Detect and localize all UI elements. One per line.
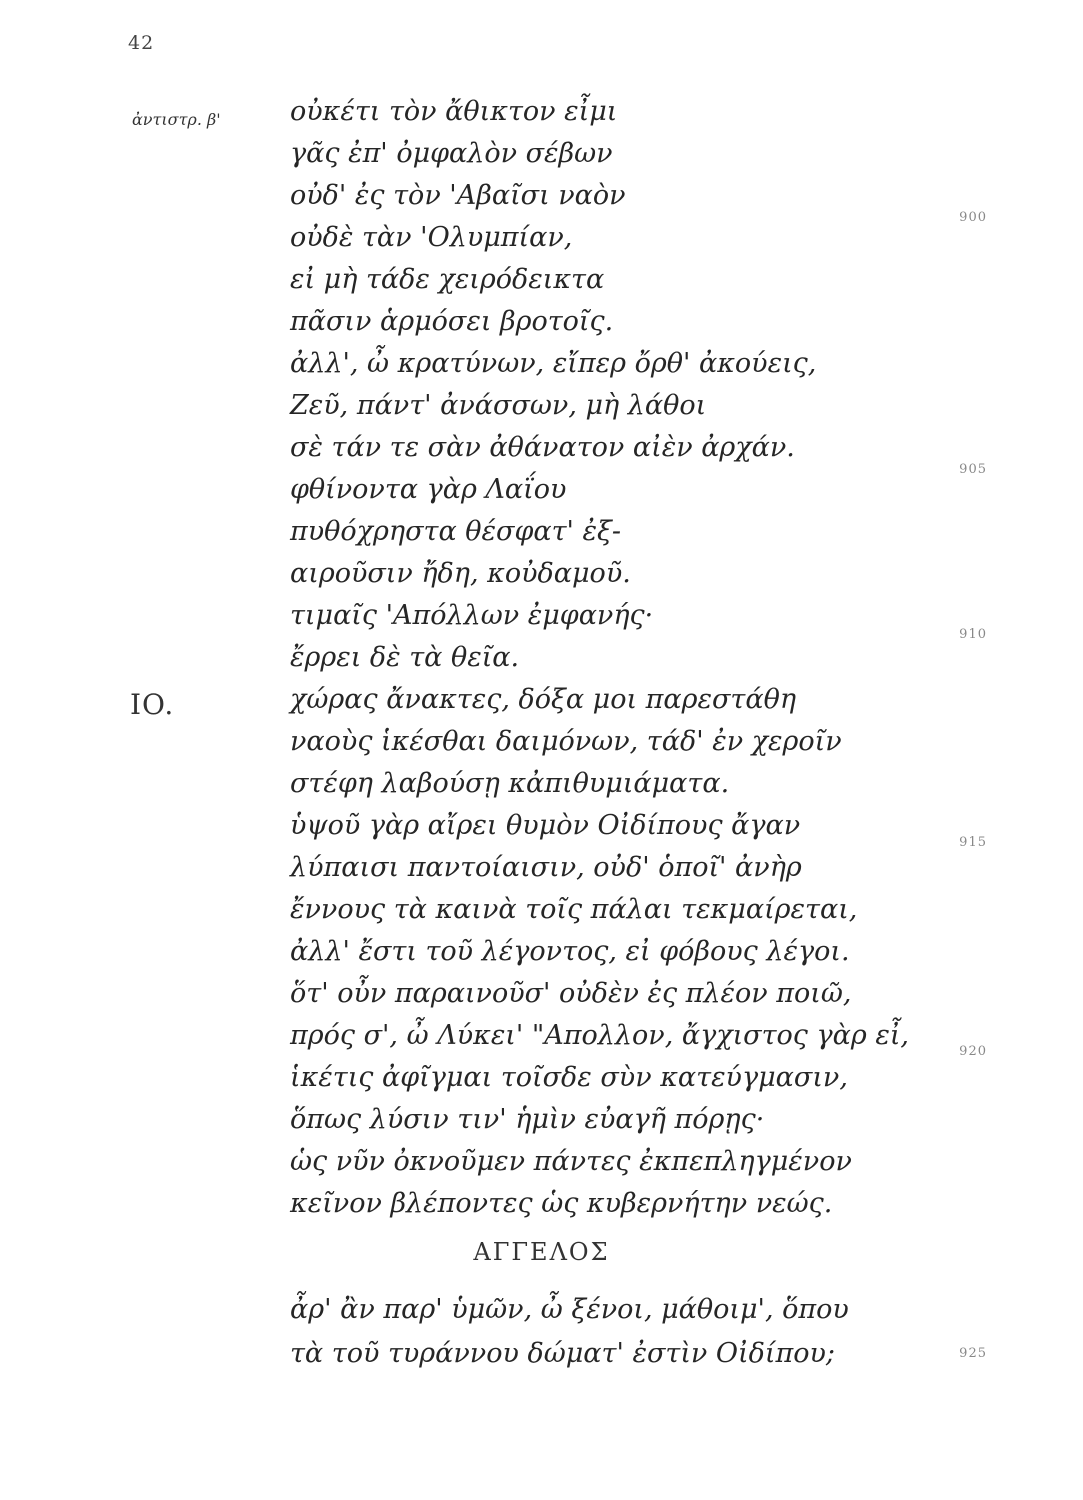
verse-line: φθίνοντα γὰρ Λαΐου	[290, 474, 567, 505]
verse-line: Ζεῦ, πάντ' ἀνάσσων, μὴ λάθοι	[290, 390, 707, 421]
verse-line: ὡς νῦν ὀκνοῦμεν πάντες ἐκπεπληγμένον	[290, 1146, 852, 1177]
line-number: 915	[959, 835, 987, 850]
verse-line: ἀλλ' ἔστι τοῦ λέγοντος, εἰ φόβους λέγοι.	[290, 936, 850, 967]
paragraph-marker: IO.	[130, 688, 175, 721]
verse-line: πυθόχρηστα θέσφατ' ἐξ-	[290, 516, 622, 547]
verse-line: τιμαῖς 'Απόλλων ἐμφανής·	[290, 600, 654, 631]
verse-line: χώρας ἄνακτες, δόξα μοι παρεστάθη	[290, 684, 797, 715]
verse-line: λύπαισι παντοίαισιν, οὐδ' ὁποῖ' ἀνὴρ	[290, 852, 802, 883]
verse-line: εἰ μὴ τάδε χειρόδεικτα	[290, 264, 605, 295]
verse-line: αιροῦσιν ἤδη, κοὐδαμοῦ.	[290, 558, 631, 589]
verse-line: οὐδ' ἐς τὸν 'Αβαῖσι ναὸν	[290, 180, 626, 211]
verse-line: κεῖνον βλέποντες ὡς κυβερνήτην νεώς.	[290, 1188, 833, 1219]
verse-line: στέφη λαβούσῃ κἀπιθυμιάματα.	[290, 768, 730, 799]
verse-line: ὑψοῦ γὰρ αἴρει θυμὸν Οἰδίπους ἄγαν	[290, 810, 801, 841]
verse-line: ὅπως λύσιν τιν' ἡμὶν εὐαγῆ πόρῃς·	[290, 1104, 765, 1135]
line-number: 925	[959, 1346, 987, 1361]
line-number: 905	[959, 462, 987, 477]
verse-line: γᾶς ἐπ' ὀμφαλὸν σέβων	[290, 138, 613, 169]
verse-line: ναοὺς ἱκέσθαι δαιμόνων, τάδ' ἐν χεροῖν	[290, 726, 842, 757]
line-number: 920	[959, 1044, 987, 1059]
verse-line: ἔννους τὰ καινὰ τοῖς πάλαι τεκμαίρεται,	[290, 894, 858, 925]
page-number: 42	[128, 32, 155, 54]
verse-line: πρός σ', ὦ Λύκει' "Απολλον, ἄγχιστος γὰρ εἶ,	[290, 1020, 909, 1051]
verse-line: ἆρ' ἂν παρ' ὑμῶν, ὦ ξένοι, μάθοιμ', ὅπου	[290, 1294, 849, 1325]
speaker-heading: ΑΓΓΕΛΟΣ	[473, 1238, 610, 1266]
verse-line: σὲ τάν τε σὰν ἀθάνατον αἰὲν ἀρχάν.	[290, 432, 795, 463]
verse-line: πᾶσιν ἁρμόσει βροτοῖς.	[290, 306, 614, 337]
verse-line: οὐδὲ τὰν 'Ολυμπίαν,	[290, 222, 573, 253]
verse-line: ἱκέτις ἀφῖγμαι τοῖσδε σὺν κατεύγμασιν,	[290, 1062, 848, 1093]
section-label: ἀντιστρ. β'	[132, 110, 221, 129]
verse-line: ἀλλ', ὦ κρατύνων, εἴπερ ὄρθ' ἀκούεις,	[290, 348, 817, 379]
verse-line: τὰ τοῦ τυράννου δώματ' ἐστὶν Οἰδίπου;	[290, 1338, 835, 1369]
line-number: 900	[959, 210, 987, 225]
verse-line: ἔρρει δὲ τὰ θεῖα.	[290, 642, 520, 673]
verse-line: οὐκέτι τὸν ἄθικτον εἶμι	[290, 96, 618, 127]
verse-line: ὅτ' οὖν παραινοῦσ' οὐδὲν ἐς πλέον ποιῶ,	[290, 978, 852, 1009]
line-number: 910	[959, 627, 987, 642]
